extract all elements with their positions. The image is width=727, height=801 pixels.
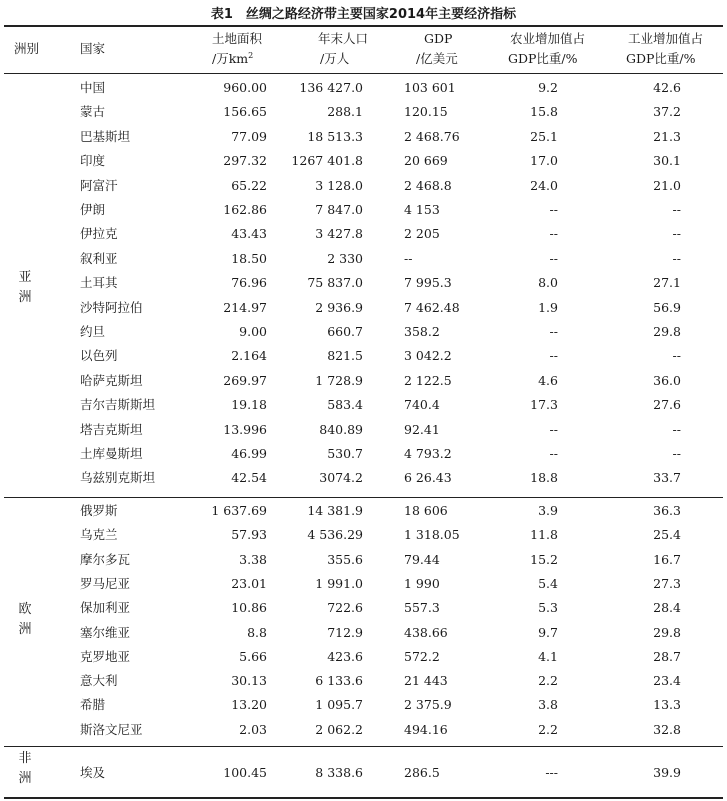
cell-ind: 36.3 — [653, 503, 681, 518]
cell-agri: -- — [549, 202, 558, 217]
cell-land: 269.97 — [223, 372, 267, 388]
cell-country: 意大利 — [80, 673, 118, 689]
cell-gdp: 120.15 — [404, 104, 448, 120]
cell-gdp: 2 122.5 — [404, 372, 452, 388]
cell-ind: 27.6 — [653, 397, 681, 413]
cell-ind: 16.7 — [653, 551, 681, 567]
cell-land: 3.38 — [239, 551, 267, 567]
cell-gdp: 557.3 — [404, 600, 440, 616]
cell-land: 18.50 — [231, 250, 267, 266]
cell-agri: -- — [549, 250, 558, 266]
cell-country: 中国 — [80, 80, 106, 95]
cell-pop: 136 427.0 — [299, 80, 363, 95]
header-ind-line2: GDP比重/% — [626, 51, 696, 66]
cell-gdp: 7 462.48 — [404, 299, 460, 315]
cell-pop: 3074.2 — [319, 470, 363, 486]
cell-ind: -- — [672, 348, 681, 364]
bottom-rule — [4, 797, 723, 799]
cell-pop: 4 536.29 — [307, 527, 363, 543]
cell-land: 156.65 — [223, 104, 267, 120]
cell-gdp: 1 318.05 — [404, 527, 460, 543]
cell-pop: 3 128.0 — [315, 177, 363, 193]
cell-agri: 5.3 — [538, 600, 558, 616]
cell-ind: 32.8 — [653, 721, 681, 737]
cell-gdp: 572.2 — [404, 648, 440, 664]
cell-gdp: 2 468.76 — [404, 128, 460, 144]
continent-asia: 亚 洲 — [18, 270, 32, 305]
cell-agri: -- — [549, 324, 558, 339]
cell-gdp: 79.44 — [404, 551, 440, 567]
cell-country: 摩尔多瓦 — [80, 551, 131, 567]
cell-land: 65.22 — [231, 177, 267, 193]
cell-gdp: 103 601 — [404, 80, 456, 95]
cell-agri: 24.0 — [530, 177, 558, 193]
cell-pop: 3 427.8 — [315, 226, 363, 242]
cell-pop: 7 847.0 — [315, 202, 363, 217]
cell-gdp: 740.4 — [404, 397, 440, 413]
cell-gdp: 18 606 — [404, 503, 448, 518]
cell-land: 30.13 — [231, 673, 267, 689]
cell-land: 19.18 — [231, 397, 267, 413]
cell-pop: 1 095.7 — [315, 697, 363, 713]
cell-agri: 5.4 — [538, 575, 558, 591]
cell-ind: -- — [672, 446, 681, 461]
cell-land: 100.45 — [223, 765, 267, 780]
cell-ind: 28.7 — [653, 648, 681, 664]
cell-ind: 42.6 — [653, 80, 681, 95]
cell-ind: 30.1 — [653, 153, 681, 169]
cell-ind: -- — [672, 250, 681, 266]
header-agri-line2: GDP比重/% — [508, 51, 578, 66]
cell-pop: 75 837.0 — [307, 275, 363, 291]
cell-agri: 1.9 — [538, 299, 558, 315]
cell-agri: 8.0 — [538, 275, 558, 291]
cell-gdp: 6 26.43 — [404, 470, 452, 486]
cell-land: 297.32 — [223, 153, 267, 169]
cell-agri: 3.9 — [538, 503, 558, 518]
cell-agri: 15.2 — [530, 551, 558, 567]
cell-pop: 1 991.0 — [315, 575, 363, 591]
cell-gdp: 20 669 — [404, 153, 448, 169]
cell-agri: 4.1 — [538, 648, 558, 664]
cell-country: 哈萨克斯坦 — [80, 372, 143, 388]
cell-pop: 18 513.3 — [307, 128, 363, 144]
header-pop-line2: /万人 — [320, 51, 350, 66]
cell-country: 沙特阿拉伯 — [80, 299, 143, 315]
cell-pop: 840.89 — [319, 421, 363, 437]
cell-gdp: 2 375.9 — [404, 697, 452, 713]
cell-pop: 423.6 — [327, 648, 363, 664]
cell-country: 保加利亚 — [80, 600, 131, 616]
cell-pop: 821.5 — [327, 348, 363, 364]
cell-country: 土耳其 — [80, 275, 118, 291]
cell-country: 乌兹别克斯坦 — [80, 470, 156, 486]
cell-gdp: 21 443 — [404, 673, 448, 689]
cell-land: 43.43 — [231, 226, 267, 242]
cell-agri: 9.2 — [538, 80, 558, 95]
cell-land: 960.00 — [223, 80, 267, 95]
cell-ind: 25.4 — [653, 527, 681, 543]
cell-ind: 29.8 — [653, 324, 681, 339]
cell-country: 罗马尼亚 — [80, 575, 131, 591]
cell-pop: 2 330 — [327, 250, 363, 266]
cell-pop: 583.4 — [327, 397, 363, 413]
header-gdp-line1: GDP — [424, 31, 453, 46]
cell-agri: -- — [549, 348, 558, 364]
cell-country: 塞尔维亚 — [80, 624, 131, 640]
cell-agri: 15.8 — [530, 104, 558, 120]
header-gdp-line2: /亿美元 — [416, 51, 458, 66]
cell-country: 埃及 — [80, 765, 106, 780]
cell-pop: 530.7 — [327, 446, 363, 461]
cell-land: 1 637.69 — [211, 503, 267, 518]
cell-gdp: 4 793.2 — [404, 446, 452, 461]
header-rule — [4, 73, 723, 74]
cell-pop: 14 381.9 — [307, 503, 363, 518]
cell-country: 约旦 — [80, 324, 106, 339]
cell-agri: 2.2 — [538, 721, 558, 737]
cell-gdp: 1 990 — [404, 575, 440, 591]
cell-land: 214.97 — [223, 299, 267, 315]
asia-europe-divider — [4, 497, 723, 498]
cell-agri: 11.8 — [530, 527, 558, 543]
cell-country: 塔吉克斯坦 — [80, 421, 143, 437]
europe-africa-divider — [4, 746, 723, 747]
cell-pop: 1 728.9 — [315, 372, 363, 388]
continent-africa: 非 洲 — [18, 751, 32, 786]
cell-ind: 56.9 — [653, 299, 681, 315]
cell-country: 吉尔吉斯斯坦 — [80, 397, 156, 413]
cell-ind: 27.1 — [653, 275, 681, 291]
cell-gdp: 3 042.2 — [404, 348, 452, 364]
cell-agri: -- — [549, 226, 558, 242]
header-country: 国家 — [80, 41, 106, 56]
cell-gdp: -- — [404, 250, 413, 266]
header-land-line1: 土地面积 — [212, 31, 263, 46]
cell-ind: 29.8 — [653, 624, 681, 640]
cell-ind: 33.7 — [653, 470, 681, 486]
cell-agri: 2.2 — [538, 673, 558, 689]
cell-country: 以色列 — [80, 348, 118, 364]
cell-land: 2.03 — [239, 721, 267, 737]
cell-pop: 722.6 — [327, 600, 363, 616]
cell-land: 5.66 — [239, 648, 267, 664]
header-agri-line1: 农业增加值占 — [510, 31, 586, 46]
header-land-line2: /万$km^2$ — [212, 50, 254, 66]
cell-ind: 36.0 — [653, 372, 681, 388]
cell-gdp: 4 153 — [404, 202, 440, 217]
cell-ind: 39.9 — [653, 765, 681, 780]
cell-pop: 2 062.2 — [315, 721, 363, 737]
header-continent: 洲别 — [14, 41, 40, 56]
cell-pop: 8 338.6 — [315, 765, 363, 780]
cell-gdp: 286.5 — [404, 765, 440, 780]
cell-pop: 288.1 — [327, 104, 363, 120]
cell-country: 阿富汗 — [80, 177, 118, 193]
cell-country: 乌克兰 — [80, 527, 118, 543]
cell-country: 蒙古 — [80, 104, 106, 120]
cell-country: 克罗地亚 — [80, 648, 131, 664]
cell-ind: 27.3 — [653, 575, 681, 591]
top-rule — [4, 25, 723, 27]
cell-country: 土库曼斯坦 — [80, 446, 143, 461]
cell-land: 13.996 — [223, 421, 267, 437]
cell-pop: 2 936.9 — [315, 299, 363, 315]
cell-gdp: 2 205 — [404, 226, 440, 242]
cell-country: 俄罗斯 — [80, 503, 118, 518]
cell-agri: 17.0 — [530, 153, 558, 169]
cell-country: 巴基斯坦 — [80, 128, 131, 144]
cell-gdp: 92.41 — [404, 421, 440, 437]
cell-country: 印度 — [80, 153, 106, 169]
cell-land: 162.86 — [223, 202, 267, 217]
cell-gdp: 7 995.3 — [404, 275, 452, 291]
cell-land: 42.54 — [231, 470, 267, 486]
cell-pop: 660.7 — [327, 324, 363, 339]
cell-agri: 3.8 — [538, 697, 558, 713]
cell-agri: 17.3 — [530, 397, 558, 413]
cell-country: 叙利亚 — [80, 250, 118, 266]
header-ind-line1: 工业增加值占 — [628, 31, 704, 46]
cell-country: 斯洛文尼亚 — [80, 721, 143, 737]
cell-ind: -- — [672, 202, 681, 217]
cell-agri: 18.8 — [530, 470, 558, 486]
cell-pop: 712.9 — [327, 624, 363, 640]
cell-land: 10.86 — [231, 600, 267, 616]
cell-agri: 25.1 — [530, 128, 558, 144]
cell-agri: -- — [549, 446, 558, 461]
cell-ind: 37.2 — [653, 104, 681, 120]
cell-ind: 13.3 — [653, 697, 681, 713]
cell-land: 9.00 — [239, 324, 267, 339]
cell-pop: 6 133.6 — [315, 673, 363, 689]
cell-agri: 4.6 — [538, 372, 558, 388]
cell-land: 2.164 — [231, 348, 267, 364]
cell-ind: 21.0 — [653, 177, 681, 193]
cell-ind: 21.3 — [653, 128, 681, 144]
cell-land: 77.09 — [231, 128, 267, 144]
cell-land: 76.96 — [231, 275, 267, 291]
cell-land: 57.93 — [231, 527, 267, 543]
cell-ind: -- — [672, 421, 681, 437]
continent-europe: 欧 洲 — [18, 602, 32, 637]
header-pop-line1: 年末人口 — [318, 31, 369, 46]
cell-gdp: 2 468.8 — [404, 177, 452, 193]
cell-ind: 23.4 — [653, 673, 681, 689]
cell-gdp: 438.66 — [404, 624, 448, 640]
cell-country: 希腊 — [80, 697, 106, 713]
cell-country: 伊朗 — [80, 202, 106, 217]
cell-ind: 28.4 — [653, 600, 681, 616]
table-title: 表1 丝绸之路经济带主要国家2014年主要经济指标 — [210, 7, 517, 22]
cell-agri: 9.7 — [538, 624, 558, 640]
cell-country: 伊拉克 — [80, 226, 118, 242]
cell-pop: 355.6 — [327, 551, 363, 567]
cell-land: 13.20 — [231, 697, 267, 713]
cell-agri: -- — [549, 421, 558, 437]
cell-ind: -- — [672, 226, 681, 242]
cell-land: 23.01 — [231, 575, 267, 591]
cell-land: 8.8 — [247, 624, 267, 640]
cell-gdp: 494.16 — [404, 721, 448, 737]
cell-land: 46.99 — [231, 446, 267, 461]
cell-agri: --- — [545, 765, 558, 780]
cell-gdp: 358.2 — [404, 324, 440, 339]
cell-pop: 1267 401.8 — [291, 153, 363, 169]
